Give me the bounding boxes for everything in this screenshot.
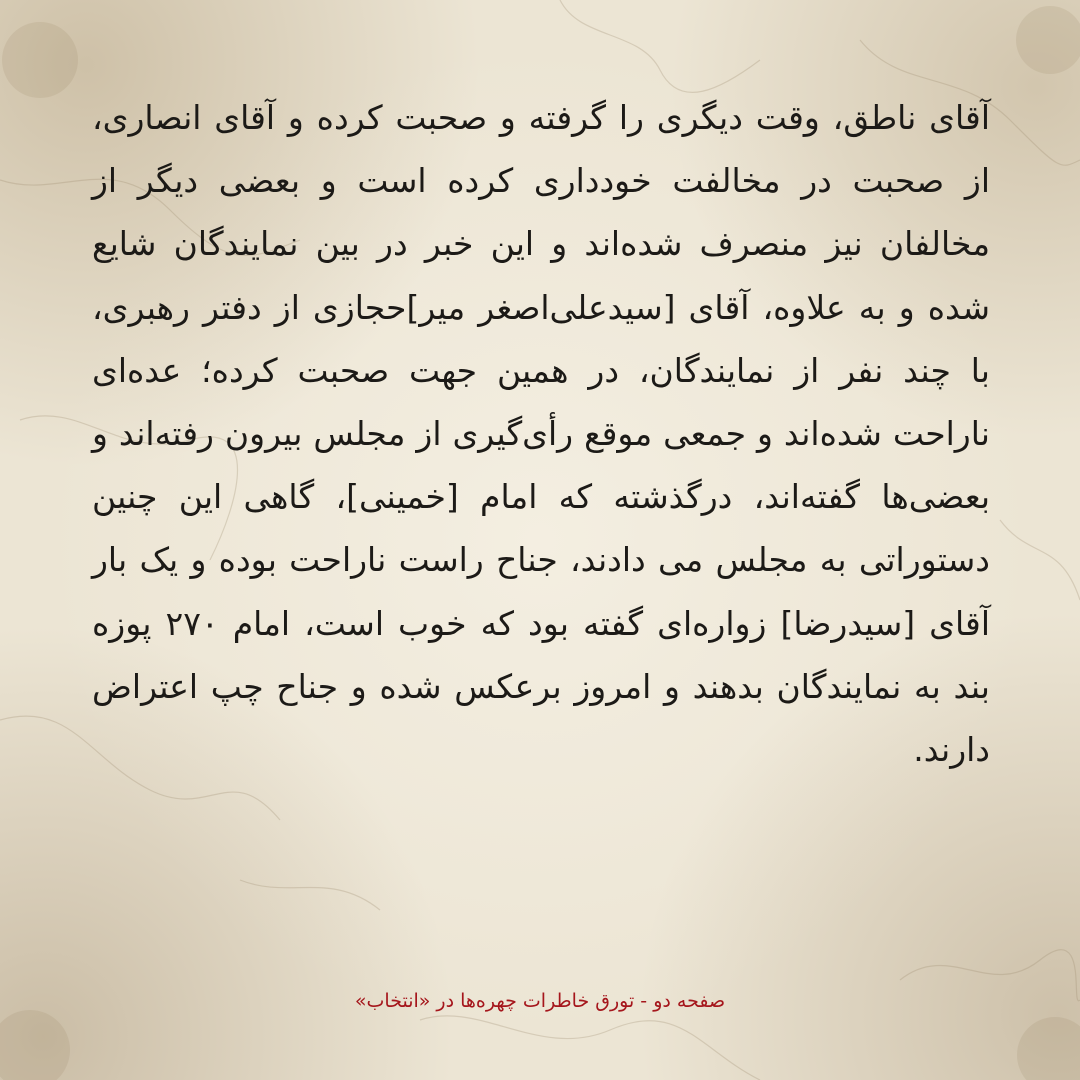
- memoir-body-text: آقای ناطق، وقت دیگری را گرفته و صحبت کرده و آقای انصاری، از صحبت در مخالفت خودداری کرده است و بعضی دیگر از مخالفان نیز منصرف شده‌اند و این خبر در بین نمایندگان شایع شده و به علاوه، آقای [سیدعلی‌اصغر میر]حجازی از دفتر رهبری، با چند نفر از نمایندگان، در همین جهت صحبت کرده؛ عده‌ای ناراحت شده‌اند و جمعی موقع رأی‌گیری از مجلس بیرون رفته‌اند و بعضی‌ها گفته‌اند، درگذشته که امام [خمینی]، گاهی این چنین دستوراتی به مجلس می دادند، جناح راست ناراحت بوده و یک بار آقای [سیدرضا] زواره‌ای گفته بود که خوب است، امام ۲۷۰ پوزه بند به نمایندگان بدهند و امروز برعکس شده و جناح چپ اعتراض دارند.: [92, 98, 991, 770]
- source-caption: صفحه دو - تورق خاطرات چهره‌ها در «انتخاب»: [354, 990, 726, 1012]
